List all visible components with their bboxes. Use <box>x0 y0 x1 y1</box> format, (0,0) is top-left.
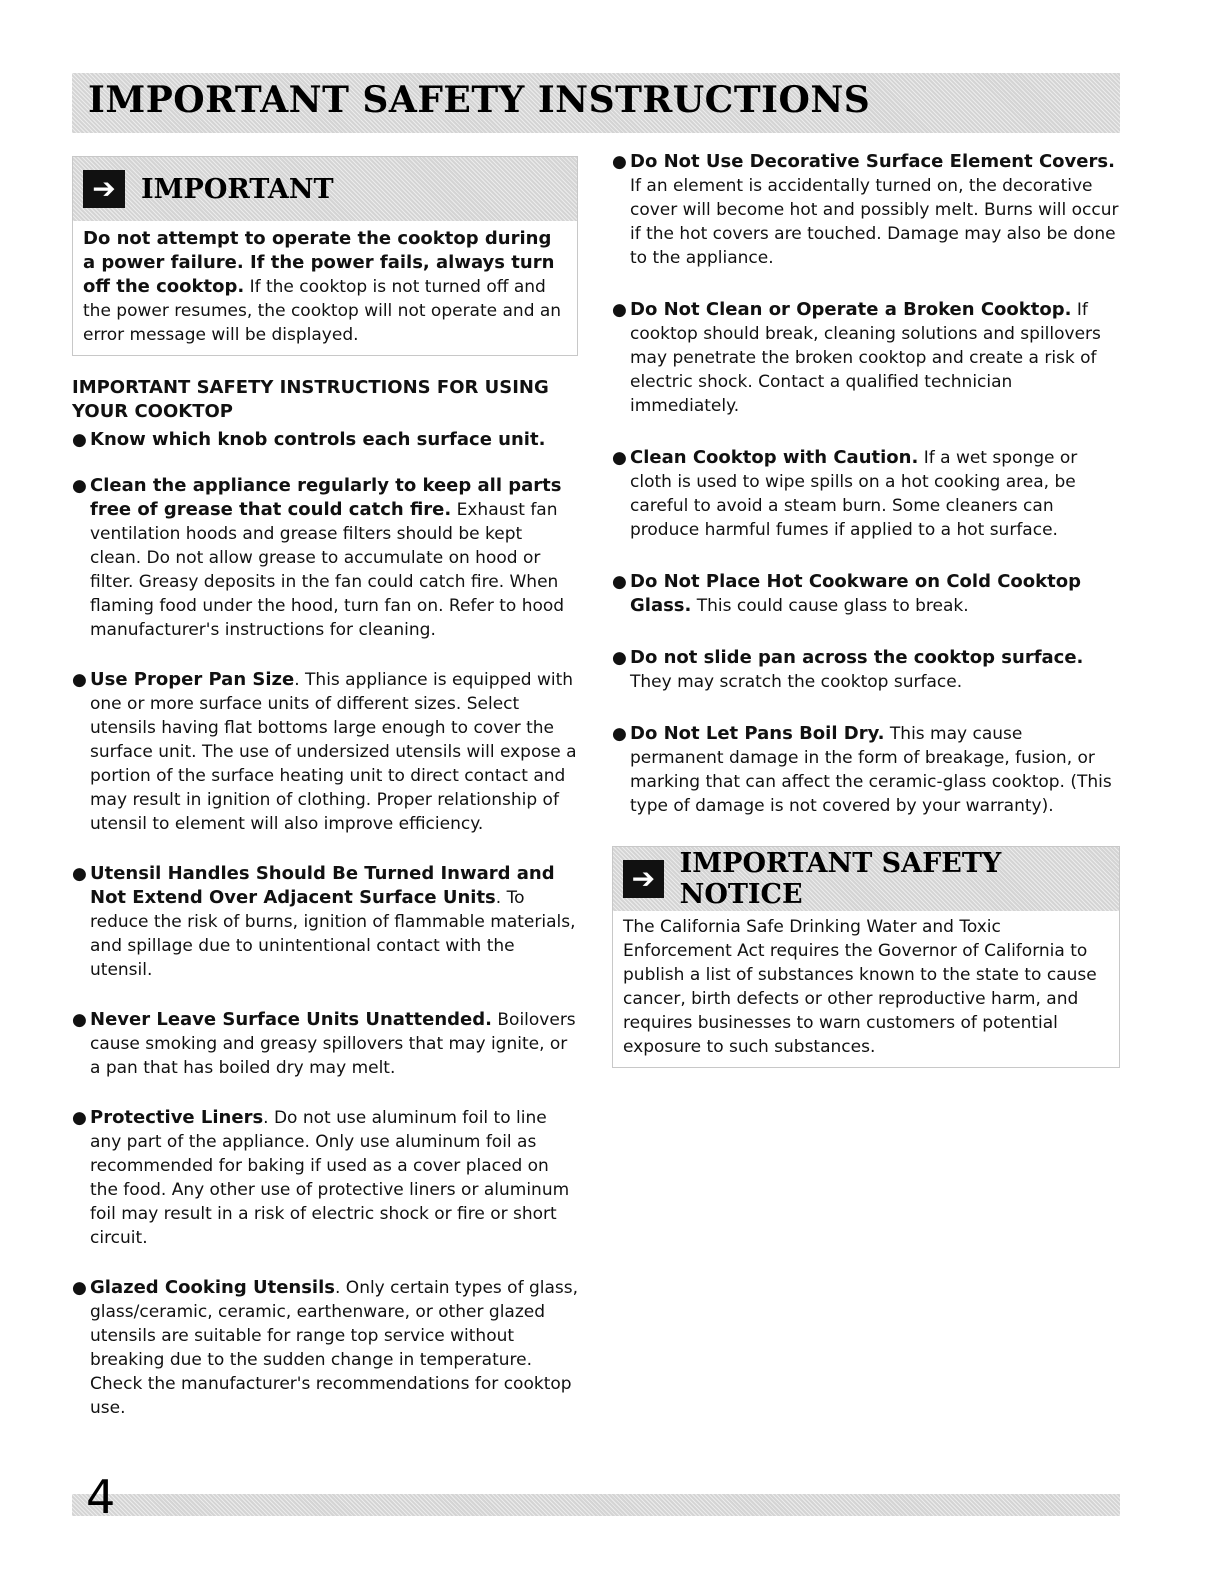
item-title: Do not slide pan across the cooktop surface. <box>630 647 1084 668</box>
item-text: If an element is accidentally turned on, the decorative cover will become hot and possibly melt. Burns will occur if the hot covers are touched. Damage may also be done to the appliance. <box>630 176 1119 268</box>
item-text: Exhaust fan ventilation hoods and grease filters should be kept clean. Do not allow grease to accumulate on hood or filter. Greasy deposits in the fan could catch fire. When flaming food under the hood, turn fan on. Refer to hood manufacturer's instructions for cleaning. <box>90 500 565 640</box>
list-item <box>612 646 1120 694</box>
arrow-icon: ➔ <box>623 860 664 898</box>
list-item <box>72 668 578 836</box>
bullet-icon: ● <box>72 1108 87 1128</box>
important-box-header <box>73 157 577 221</box>
item-title: Never Leave Surface Units Unattended. <box>90 1009 492 1030</box>
item-text: They may scratch the cooktop surface. <box>630 672 963 692</box>
item-title: Utensil Handles Should Be Turned Inward and Not Extend Over Adjacent Surface Units <box>90 863 555 908</box>
item-text: . Only certain types of glass, glass/ceramic, ceramic, earthenware, or other glazed utensils are suitable for range top service without breaking due to the sudden change in temperature. Check the manufacturer's recommendations for cooktop use. <box>90 1278 579 1418</box>
list-item <box>72 862 578 982</box>
page-number: 4 <box>86 1470 116 1524</box>
footer-rule <box>72 1494 1120 1516</box>
item-text: This may cause permanent damage in the form of breakage, fusion, or marking that can affect the ceramic-glass cooktop. (This type of damage is not covered by your warranty). <box>630 724 1112 816</box>
section-heading: IMPORTANT SAFETY INSTRUCTIONS FOR USING YOUR COOKTOP <box>72 377 549 422</box>
list-item <box>612 298 1120 418</box>
important-box-title: IMPORTANT <box>141 173 334 205</box>
safety-notice-box <box>612 846 1120 1068</box>
bullet-icon: ● <box>612 648 627 668</box>
safety-notice-title: IMPORTANT SAFETY NOTICE <box>679 848 1002 910</box>
item-title: Do Not Place Hot Cookware on Cold Cooktop Glass. <box>630 571 1081 616</box>
item-text: If a wet sponge or cloth is used to wipe spills on a hot cooking area, be careful to avoid a steam burn. Some cleaners can produce harmful fumes if applied to a hot surface. <box>630 448 1078 540</box>
item-title: Clean the appliance regularly to keep all parts free of grease that could catch fire. <box>90 475 562 520</box>
item-text: . This appliance is equipped with one or more surface units of different sizes. Select utensils having flat bottoms large enough to cover the surface unit. The use of undersized utensils will expose a portion of the surface heating unit to direct contact and may result in ignition of clothing. Proper relationship of utensil to element will also improve efficiency. <box>90 670 577 834</box>
arrow-icon: ➔ <box>83 170 125 208</box>
bullet-icon: ● <box>72 864 87 884</box>
right-column <box>612 150 1120 1088</box>
list-item <box>72 1008 578 1080</box>
item-text: This could cause glass to break. <box>691 596 969 616</box>
bullet-icon: ● <box>612 300 627 320</box>
list-item <box>72 428 578 452</box>
bullet-icon: ● <box>72 670 87 690</box>
page-title: IMPORTANT SAFETY INSTRUCTIONS <box>88 79 871 121</box>
important-box-body <box>73 221 577 355</box>
item-text: Boilovers cause smoking and greasy spillovers that may ignite, or a pan that has boiled dry may melt. <box>90 1010 576 1078</box>
list-item <box>72 474 578 642</box>
item-title: Know which knob controls each surface unit. <box>90 429 546 450</box>
bullet-icon: ● <box>72 1278 87 1298</box>
list-item <box>612 446 1120 542</box>
important-box-lead: Do not attempt to operate the cooktop during a power failure. If the power fails, always turn off the cooktop. <box>83 228 555 297</box>
left-column <box>72 156 578 1446</box>
bullet-icon: ● <box>612 448 627 468</box>
bullet-icon: ● <box>612 152 627 172</box>
item-title: Do Not Let Pans Boil Dry. <box>630 723 885 744</box>
item-title: Do Not Use Decorative Surface Element Covers. <box>630 151 1115 172</box>
title-banner <box>72 73 1120 133</box>
safety-notice-text: The California Safe Drinking Water and Toxic Enforcement Act requires the Governor of California to publish a list of substances known to the state to cause cancer, birth defects or other reproductive harm, and requires businesses to warn customers of potential exposure to such substances. <box>623 917 1097 1057</box>
list-item <box>72 1276 578 1420</box>
item-text: . Do not use aluminum foil to line any part of the appliance. Only use aluminum foil as recommended for baking if used as a cover placed on the food. Any other use of protective liners or aluminum foil may result in a risk of electric shock or fire or short circuit. <box>90 1108 570 1248</box>
list-item <box>612 722 1120 818</box>
list-item <box>612 570 1120 618</box>
safety-notice-header <box>613 847 1119 911</box>
list-item <box>72 1106 578 1250</box>
bullet-icon: ● <box>612 724 627 744</box>
item-title: Clean Cooktop with Caution. <box>630 447 919 468</box>
item-title: Glazed Cooking Utensils <box>90 1277 335 1298</box>
bullet-icon: ● <box>72 1010 87 1030</box>
item-title: Protective Liners <box>90 1107 264 1128</box>
important-box-text: If the cooktop is not turned off and the power resumes, the cooktop will not operate and an error message will be displayed. <box>83 277 562 345</box>
item-title: Do Not Clean or Operate a Broken Cooktop. <box>630 299 1072 320</box>
item-text: . To reduce the risk of burns, ignition of flammable materials, and spillage due to unintentional contact with the utensil. <box>90 888 576 980</box>
list-item <box>612 150 1120 270</box>
item-text: If cooktop should break, cleaning solutions and spillovers may penetrate the broken cooktop and create a risk of electric shock. Contact a qualified technician immediately. <box>630 300 1101 416</box>
item-title: Use Proper Pan Size <box>90 669 295 690</box>
bullet-icon: ● <box>72 430 87 450</box>
important-box <box>72 156 578 356</box>
bullet-icon: ● <box>612 572 627 592</box>
bullet-icon: ● <box>72 476 87 496</box>
